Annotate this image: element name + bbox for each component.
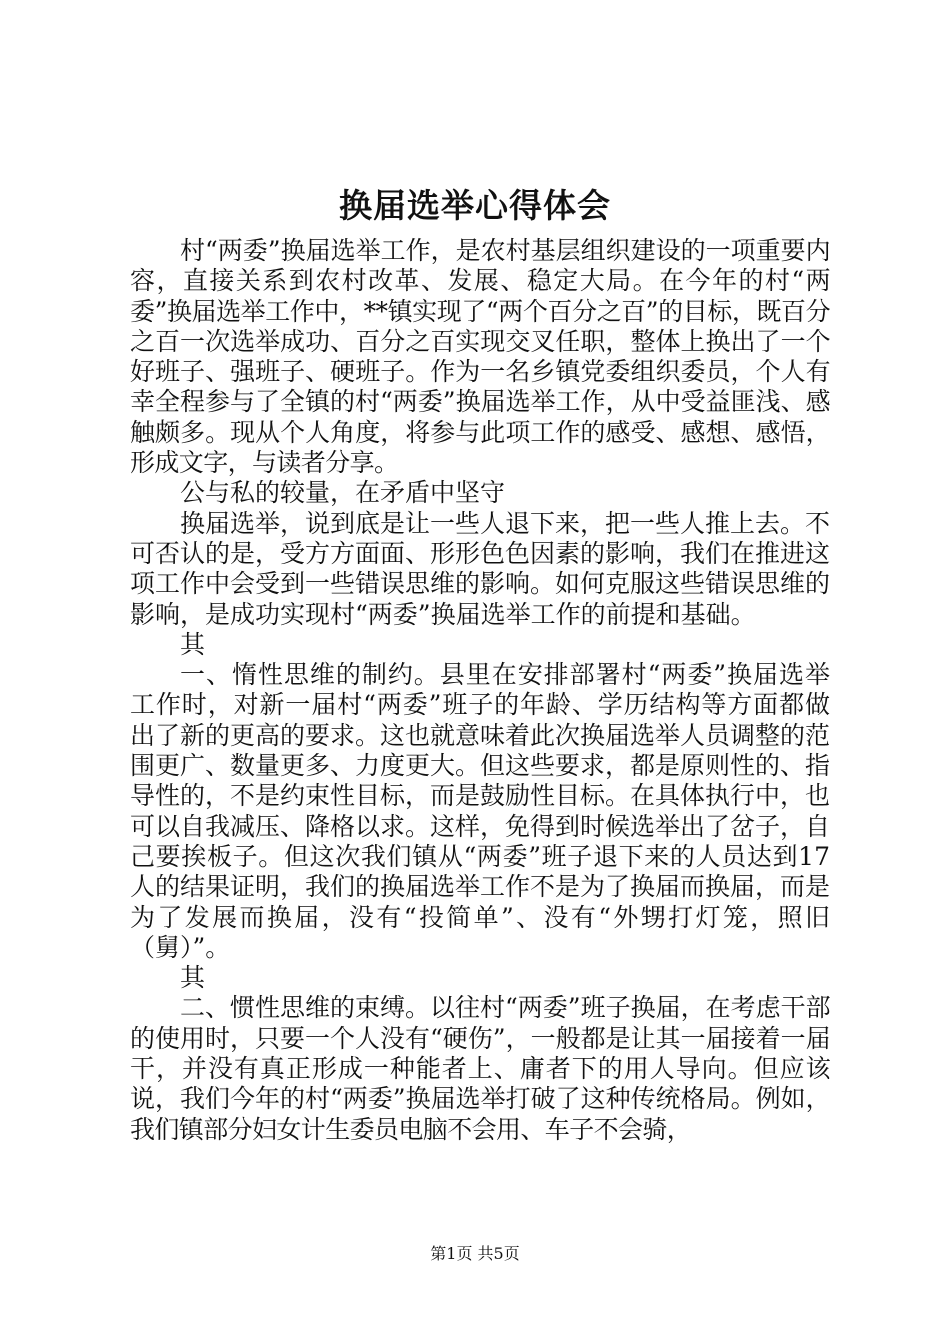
section-heading: 公与私的较量，在矛盾中坚守 xyxy=(180,478,506,508)
paragraph-marker: 其 xyxy=(180,963,206,993)
paragraph-intro: 村“两委”换届选举工作，是农村基层组织建设的一项重要内容，直接关系到农村改革、发展、稳定大局。在今年的村“两委”换届选举工作中，**镇实现了“两个百分之百”的目标，既百分之百一次选举成功、百分之百实现交叉任职，整体上换出了一个好班子、强班子、硬班子。作为一名乡镇党委组织委员，个人有幸全程参与了全镇的村“两委”换届选举工作，从中受益匪浅、感触颇多。现从个人角度，将参与此项工作的感受、感想、感悟，形成文字，与读者分享。 xyxy=(130,236,830,478)
page-footer: 第1页 共5页 xyxy=(430,1244,520,1263)
document-title: 换届选举心得体会 xyxy=(339,186,611,225)
paragraph-section-intro: 换届选举，说到底是让一些人退下来，把一些人推上去。不可否认的是，受方方面面、形形色色因素的影响，我们在推进这项工作中会受到一些错误思维的影响。如何克服这些错误思维的影响，是成功实现村“两委”换届选举工作的前提和基础。 xyxy=(130,508,831,629)
document-body xyxy=(130,236,830,1145)
paragraph-marker: 其 xyxy=(180,629,206,659)
paragraph-point-one: 一、惰性思维的制约。县里在安排部署村“两委”换届选举工作时，对新一届村“两委”班子的年龄、学历结构等方面都做出了新的更高的要求。这也就意味着此次换届选举人员调整的范围更广、数量更多、力度更大。但这些要求，都是原则性的、指导性的，不是约束性目标，而是鼓励性目标。在具体执行中，也可以自我减压、降格以求。这样，免得到时候选举出了岔子，自己要挨板子。但这次我们镇从“两委”班子退下来的人员达到17人的结果证明，我们的换届选举工作不是为了换届而换届，而是为了发展而换届，没有“投简单”、没有“外甥打灯笼，照旧（舅）”。 xyxy=(130,660,831,962)
paragraph-point-two: 二、惯性思维的束缚。以往村“两委”班子换届，在考虑干部的使用时，只要一个人没有“硬伤”，一般都是让其一届接着一届干，并没有真正形成一种能者上、庸者下的用人导向。但应该说，我们今年的村“两委”换届选举打破了这种传统格局。例如，我们镇部分妇女计生委员电脑不会用、车子不会骑， xyxy=(130,993,830,1144)
